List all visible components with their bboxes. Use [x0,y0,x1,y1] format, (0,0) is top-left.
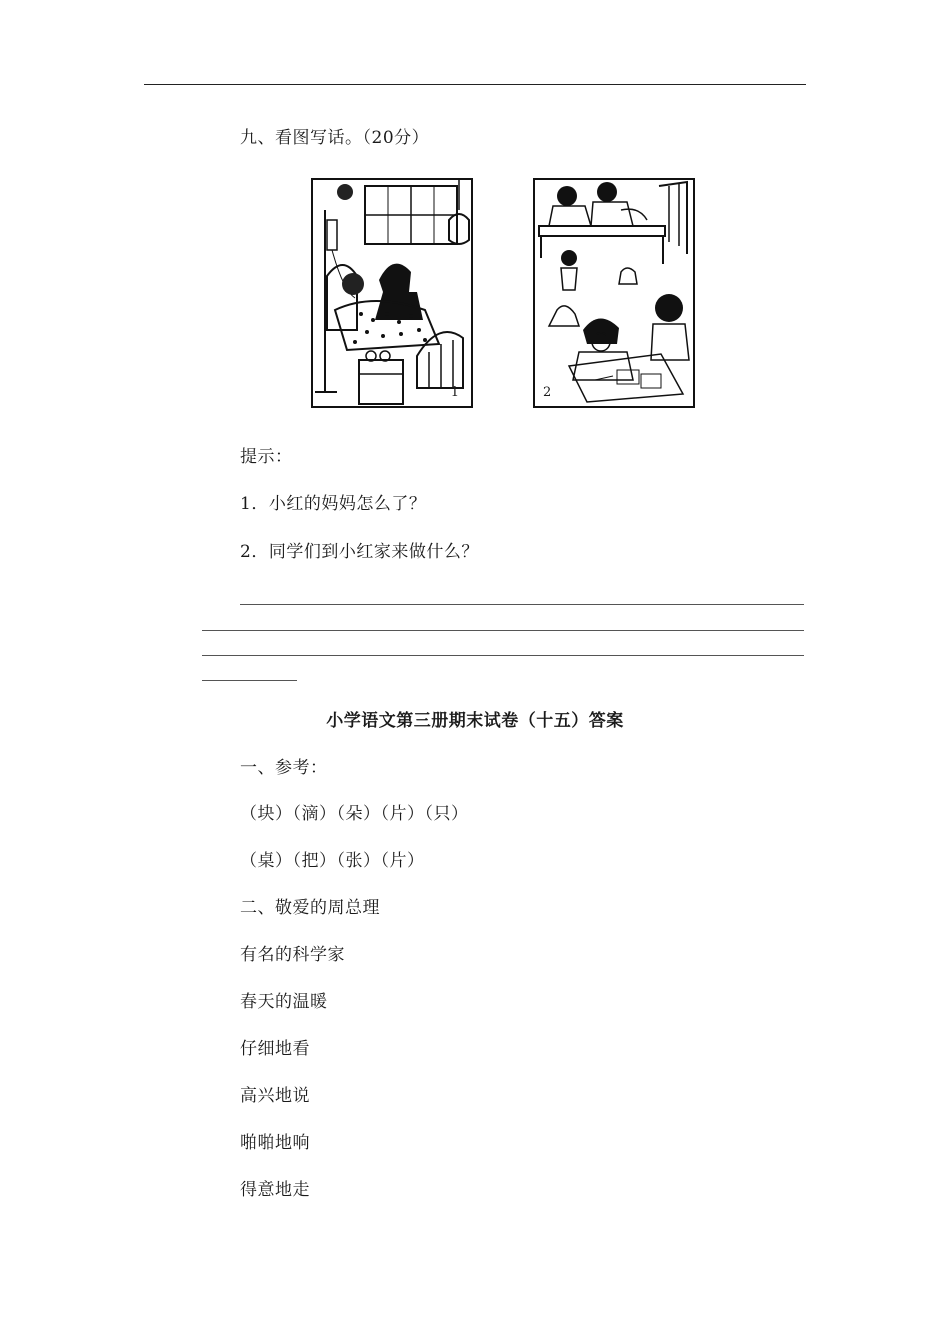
classmates-illustration [535,180,693,406]
picture-pair [0,178,950,408]
answer-key-title: 小学语文第三册期末试卷（十五）答案 [326,711,624,731]
answer-part-one-row-2: （桌）（把）（张）（片） [240,851,425,871]
writing-line-3 [202,655,804,656]
hint-label: 提示： [240,447,293,467]
answer-item: 仔细地看 [240,1039,310,1059]
picture-classmates [533,178,695,408]
picture-hospital [311,178,473,408]
answer-item: 啪啪地响 [240,1133,310,1153]
answer-item: 有名的科学家 [240,945,345,965]
hospital-illustration [313,180,471,406]
answer-item: 得意地走 [240,1180,310,1200]
writing-line-4 [202,680,297,681]
picture-number-2: 2 [543,385,552,400]
hint-two: 2．同学们到小红家来做什么？ [240,542,479,562]
answer-part-one-row-1: （块）（滴）（朵）（片）（只） [240,804,469,824]
writing-line-1 [240,604,804,605]
answer-item: 高兴地说 [240,1086,310,1106]
writing-line-2 [202,630,804,631]
answer-part-two-label: 二、敬爱的周总理 [240,898,380,918]
answer-item: 春天的温暖 [240,992,328,1012]
hint-one: 1．小红的妈妈怎么了？ [240,494,427,514]
picture-number-1: 1 [450,385,459,400]
section-nine-title: 九、看图写话。（20分） [240,128,430,148]
answer-part-one-label: 一、参考： [240,758,328,778]
header-rule [144,84,806,85]
